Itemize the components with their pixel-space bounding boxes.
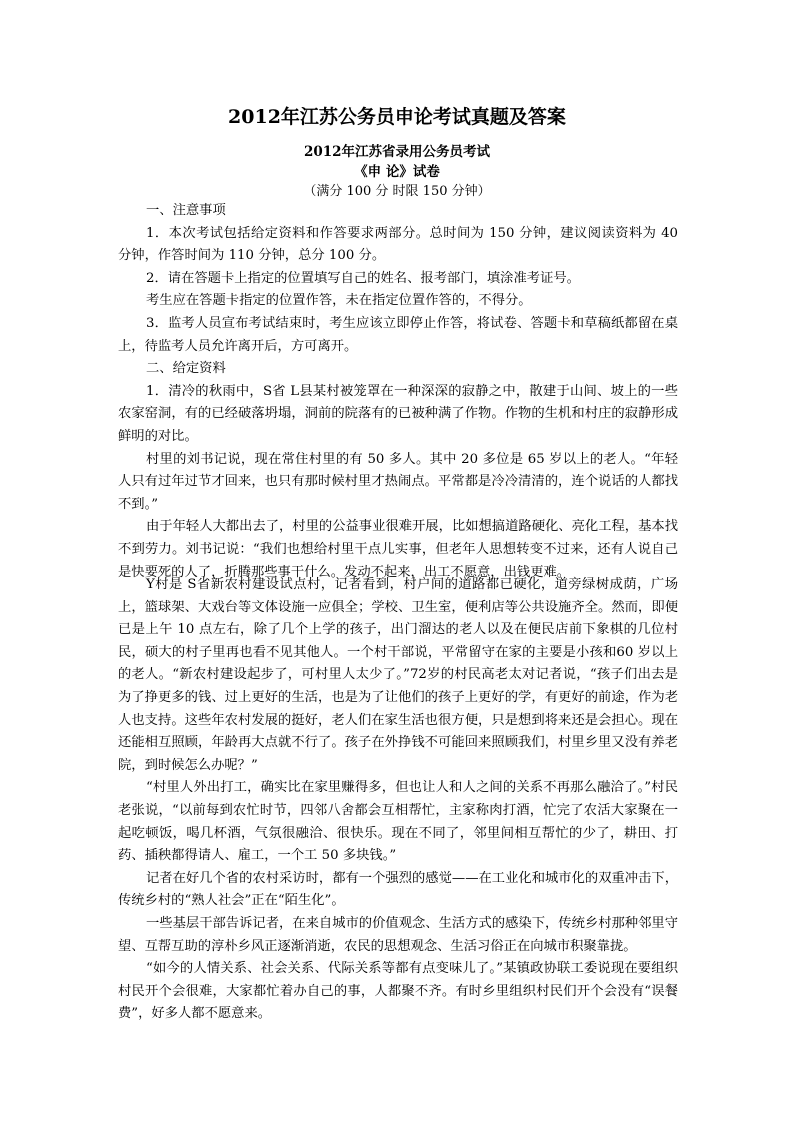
material-paragraph-4: Y村是 S省新农村建设试点村，记者看到，村户间的道路都已硬化，道旁绿树成荫，广场上，篮球架、大戏台等文体设施一应俱全；学校、卫生室，便利店等公共设施齐全。然而，即便已是上午 10 点左右，除了几个上学的孩子，出门溜达的老人以及在便民店前下象棋的几位村民，硕大的村子里再也看不见其他人。一个村干部说，平常留守在家的主要是小孩和60 岁以上的老人。“新农村建设起步了，可村里人太少了。”72岁的村民高老太对记者说，“孩子们出去是为了挣更多的钱、过上更好的生活，也是为了让他们的孩子上更好的学，有更好的前途，作为老人也支持。这些年农村发展的挺好，老人们在家生活也很方便，只是想到将来还是会担心。现在还能相互照顾，年龄再大点就不行了。孩子在外挣钱不可能回来照顾我们，村里乡里又没有养老院，到时候怎么办呢？” [118, 577, 678, 773]
paper-name: 《申 论》试卷 [354, 164, 440, 180]
instructions-block [118, 200, 678, 584]
material-paragraph-1: 1．清冷的秋雨中，S省 L县某村被笼罩在一种深深的寂静之中，散建于山间、坡上的一些农家窑洞，有的已经破落坍塌，洞前的院落有的已被种满了作物。作物的生机和村庄的寂静形成鲜明的对比。 [118, 383, 678, 444]
score-time-info: （满分 100 分 时限 150 分钟） [303, 184, 491, 199]
material-paragraph-3: 由于年轻人大都出去了，村里的公益事业很难开展，比如想搞道路硬化、亮化工程，基本找不到劳力。刘书记说：“我们也想给村里干点儿实事，但老年人思想转变不过来，还有人说自己是快要死的人了，折腾那些事干什么。发动不起来，出工不愿意，出钱更难。 [118, 519, 678, 580]
notice-item-3: 3．监考人员宣布考试结束时，考生应该立即停止作答，将试卷、答题卡和草稿纸都留在桌上，待监考人员允许离开后，方可离开。 [118, 315, 678, 354]
materials-block [118, 574, 678, 1026]
material-paragraph-6: 记者在好几个省的农村采访时，都有一个强烈的感觉——在工业化和城市化的双重冲击下，传统乡村的“熟人社会”正在“陌生化”。 [118, 870, 678, 909]
notice-item-2b: 考生应在答题卡指定的位置作答，未在指定位置作答的，不得分。 [146, 293, 532, 309]
material-paragraph-5: “村里人外出打工，确实比在家里赚得多，但也让人和人之间的关系不再那么融洽了。”村民老张说，“以前每到农忙时节，四邻八舍都会互相帮忙，主家称肉打酒，忙完了农活大家聚在一起吃顿饭，喝几杯酒，气氛很融洽、很快乐。现在不同了，邻里间相互帮忙的少了，耕田、打药、插秧都得请人、雇工，一个工 50 多块钱。” [118, 780, 678, 864]
notice-item-2: 2．请在答题卡上指定的位置填写自己的姓名、报考部门，填涂准考证号。 [146, 270, 580, 286]
document-title: 2012年江苏公务员申论考试真题及答案 [228, 106, 566, 128]
material-paragraph-8: “如今的人情关系、社会关系、代际关系等都有点变味儿了。”某镇政协联工委说现在要组织村民开个会很难，大家都忙着办自己的事，人都聚不齐。有时乡里组织村民们开个会没有“误餐费”，好多人都不愿意来。 [118, 961, 678, 1022]
notice-heading: 一、注意事项 [146, 203, 226, 218]
materials-heading: 二、给定资料 [146, 361, 226, 377]
material-paragraph-7: 一些基层干部告诉记者，在来自城市的价值观念、生活方式的感染下，传统乡村那种邻里守望、互帮互助的淳朴乡风正逐渐消逝，农民的思想观念、生活习俗正在向城市积聚靠拢。 [118, 915, 678, 954]
exam-name: 2012年江苏省录用公务员考试 [303, 144, 491, 160]
notice-item-1: 1．本次考试包括给定资料和作答要求两部分。总时间为 150 分钟，建议阅读资料为 40 分钟，作答时间为 110 分钟，总分 100 分。 [118, 225, 678, 264]
material-paragraph-2: 村里的刘书记说，现在常住村里的有 50 多人。其中 20 多位是 65 岁以上的老人。“年轻人只有过年过节才回来，也只有那时候村里才热闹点。平常都是冷冷清清的，连个说话的人都找不到。” [118, 451, 678, 512]
